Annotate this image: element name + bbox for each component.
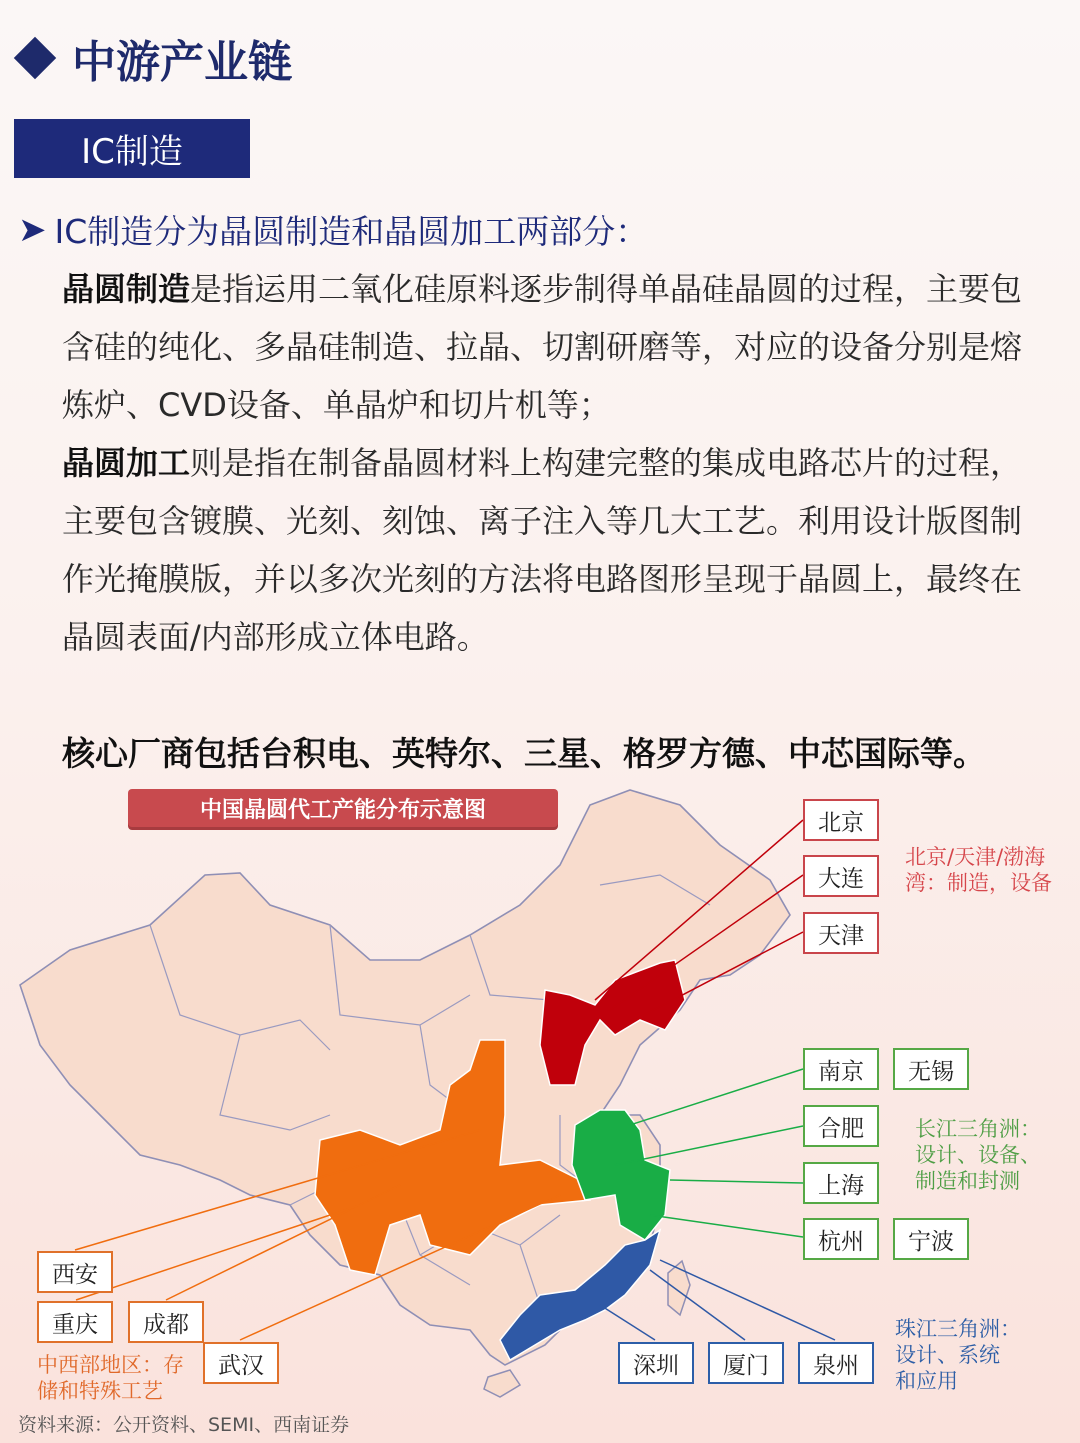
city-box-chengdu: 成都 xyxy=(128,1301,204,1343)
city-box-shanghai: 上海 xyxy=(803,1162,879,1204)
city-box-beijing: 北京 xyxy=(803,799,879,841)
city-box-xian: 西安 xyxy=(37,1251,113,1293)
note-west-line-2: 储和特殊工艺 xyxy=(37,1379,163,1403)
paragraph-2-text: 则是指在制备晶圆材料上构建完整的集成电路芯片的过程，主要包含镀膜、光刻、刻蚀、离子注入等几大工艺。利用设计版图制作光掩膜版，并以多次光刻的方法将电路图形呈现于晶圆上，最终在晶圆表面/内部形成立体电路。 xyxy=(62,444,1023,656)
city-box-ningbo: 宁波 xyxy=(893,1218,969,1260)
lead-line xyxy=(18,206,648,253)
paragraph-wafer-processing xyxy=(62,434,1047,666)
city-box-wuxi: 无锡 xyxy=(893,1048,969,1090)
note-north-line-1: 北京/天津/渤海 xyxy=(905,845,1046,869)
lead-text: IC制造分为晶圆制造和晶圆加工两部分： xyxy=(54,212,649,251)
paragraph-wafer-manufacturing xyxy=(62,260,1047,434)
note-north-line-2: 湾：制造，设备 xyxy=(905,871,1052,895)
source-note: 资料来源：公开资料、SEMI、西南证券 xyxy=(18,1414,350,1436)
paragraph-1-text: 是指运用二氧化硅原料逐步制得单晶硅晶圆的过程，主要包含硅的纯化、多晶硅制造、拉晶、切割研磨等，对应的设备分别是熔炼炉、CVD设备、单晶炉和切片机等； xyxy=(62,270,1023,424)
note-west-line-1: 中西部地区：存 xyxy=(37,1353,184,1377)
note-yangtze xyxy=(915,1116,1041,1194)
city-box-wuhan: 武汉 xyxy=(203,1342,279,1384)
diamond-icon xyxy=(14,37,56,79)
note-west xyxy=(37,1352,184,1404)
city-box-dalian: 大连 xyxy=(803,855,879,897)
note-pearl-line-2: 设计、系统 xyxy=(895,1343,1000,1367)
hainan-island xyxy=(484,1370,520,1397)
city-box-hangzhou: 杭州 xyxy=(803,1218,879,1260)
note-yangtze-line-2: 设计、设备、 xyxy=(915,1143,1041,1167)
note-yangtze-line-1: 长江三角洲： xyxy=(915,1117,1041,1141)
city-box-xiamen: 厦门 xyxy=(708,1342,784,1384)
section-tag: IC制造 xyxy=(14,119,250,178)
map-banner: 中国晶圆代工产能分布示意图 xyxy=(128,789,558,827)
city-box-quanzhou: 泉州 xyxy=(798,1342,874,1384)
page-title-text: 中游产业链 xyxy=(72,37,292,88)
city-box-chongqing: 重庆 xyxy=(37,1301,113,1343)
note-yangtze-line-3: 制造和封测 xyxy=(915,1169,1020,1193)
city-box-hefei: 合肥 xyxy=(803,1105,879,1147)
page-title xyxy=(16,26,292,90)
city-box-shenzhen: 深圳 xyxy=(618,1342,694,1384)
note-north xyxy=(905,844,1052,896)
city-box-nanjing: 南京 xyxy=(803,1048,879,1090)
city-box-tianjin: 天津 xyxy=(803,912,879,954)
core-vendors: 核心厂商包括台积电、英特尔、三星、格罗方德、中芯国际等。 xyxy=(62,734,986,773)
note-pearl-line-1: 珠江三角洲： xyxy=(895,1317,1021,1341)
paragraph-2-term: 晶圆加工 xyxy=(62,444,191,482)
arrow-right-icon: ➤ xyxy=(18,209,47,250)
paragraph-1-term: 晶圆制造 xyxy=(62,270,191,308)
note-pearl xyxy=(895,1316,1021,1394)
note-pearl-line-3: 和应用 xyxy=(895,1369,958,1393)
